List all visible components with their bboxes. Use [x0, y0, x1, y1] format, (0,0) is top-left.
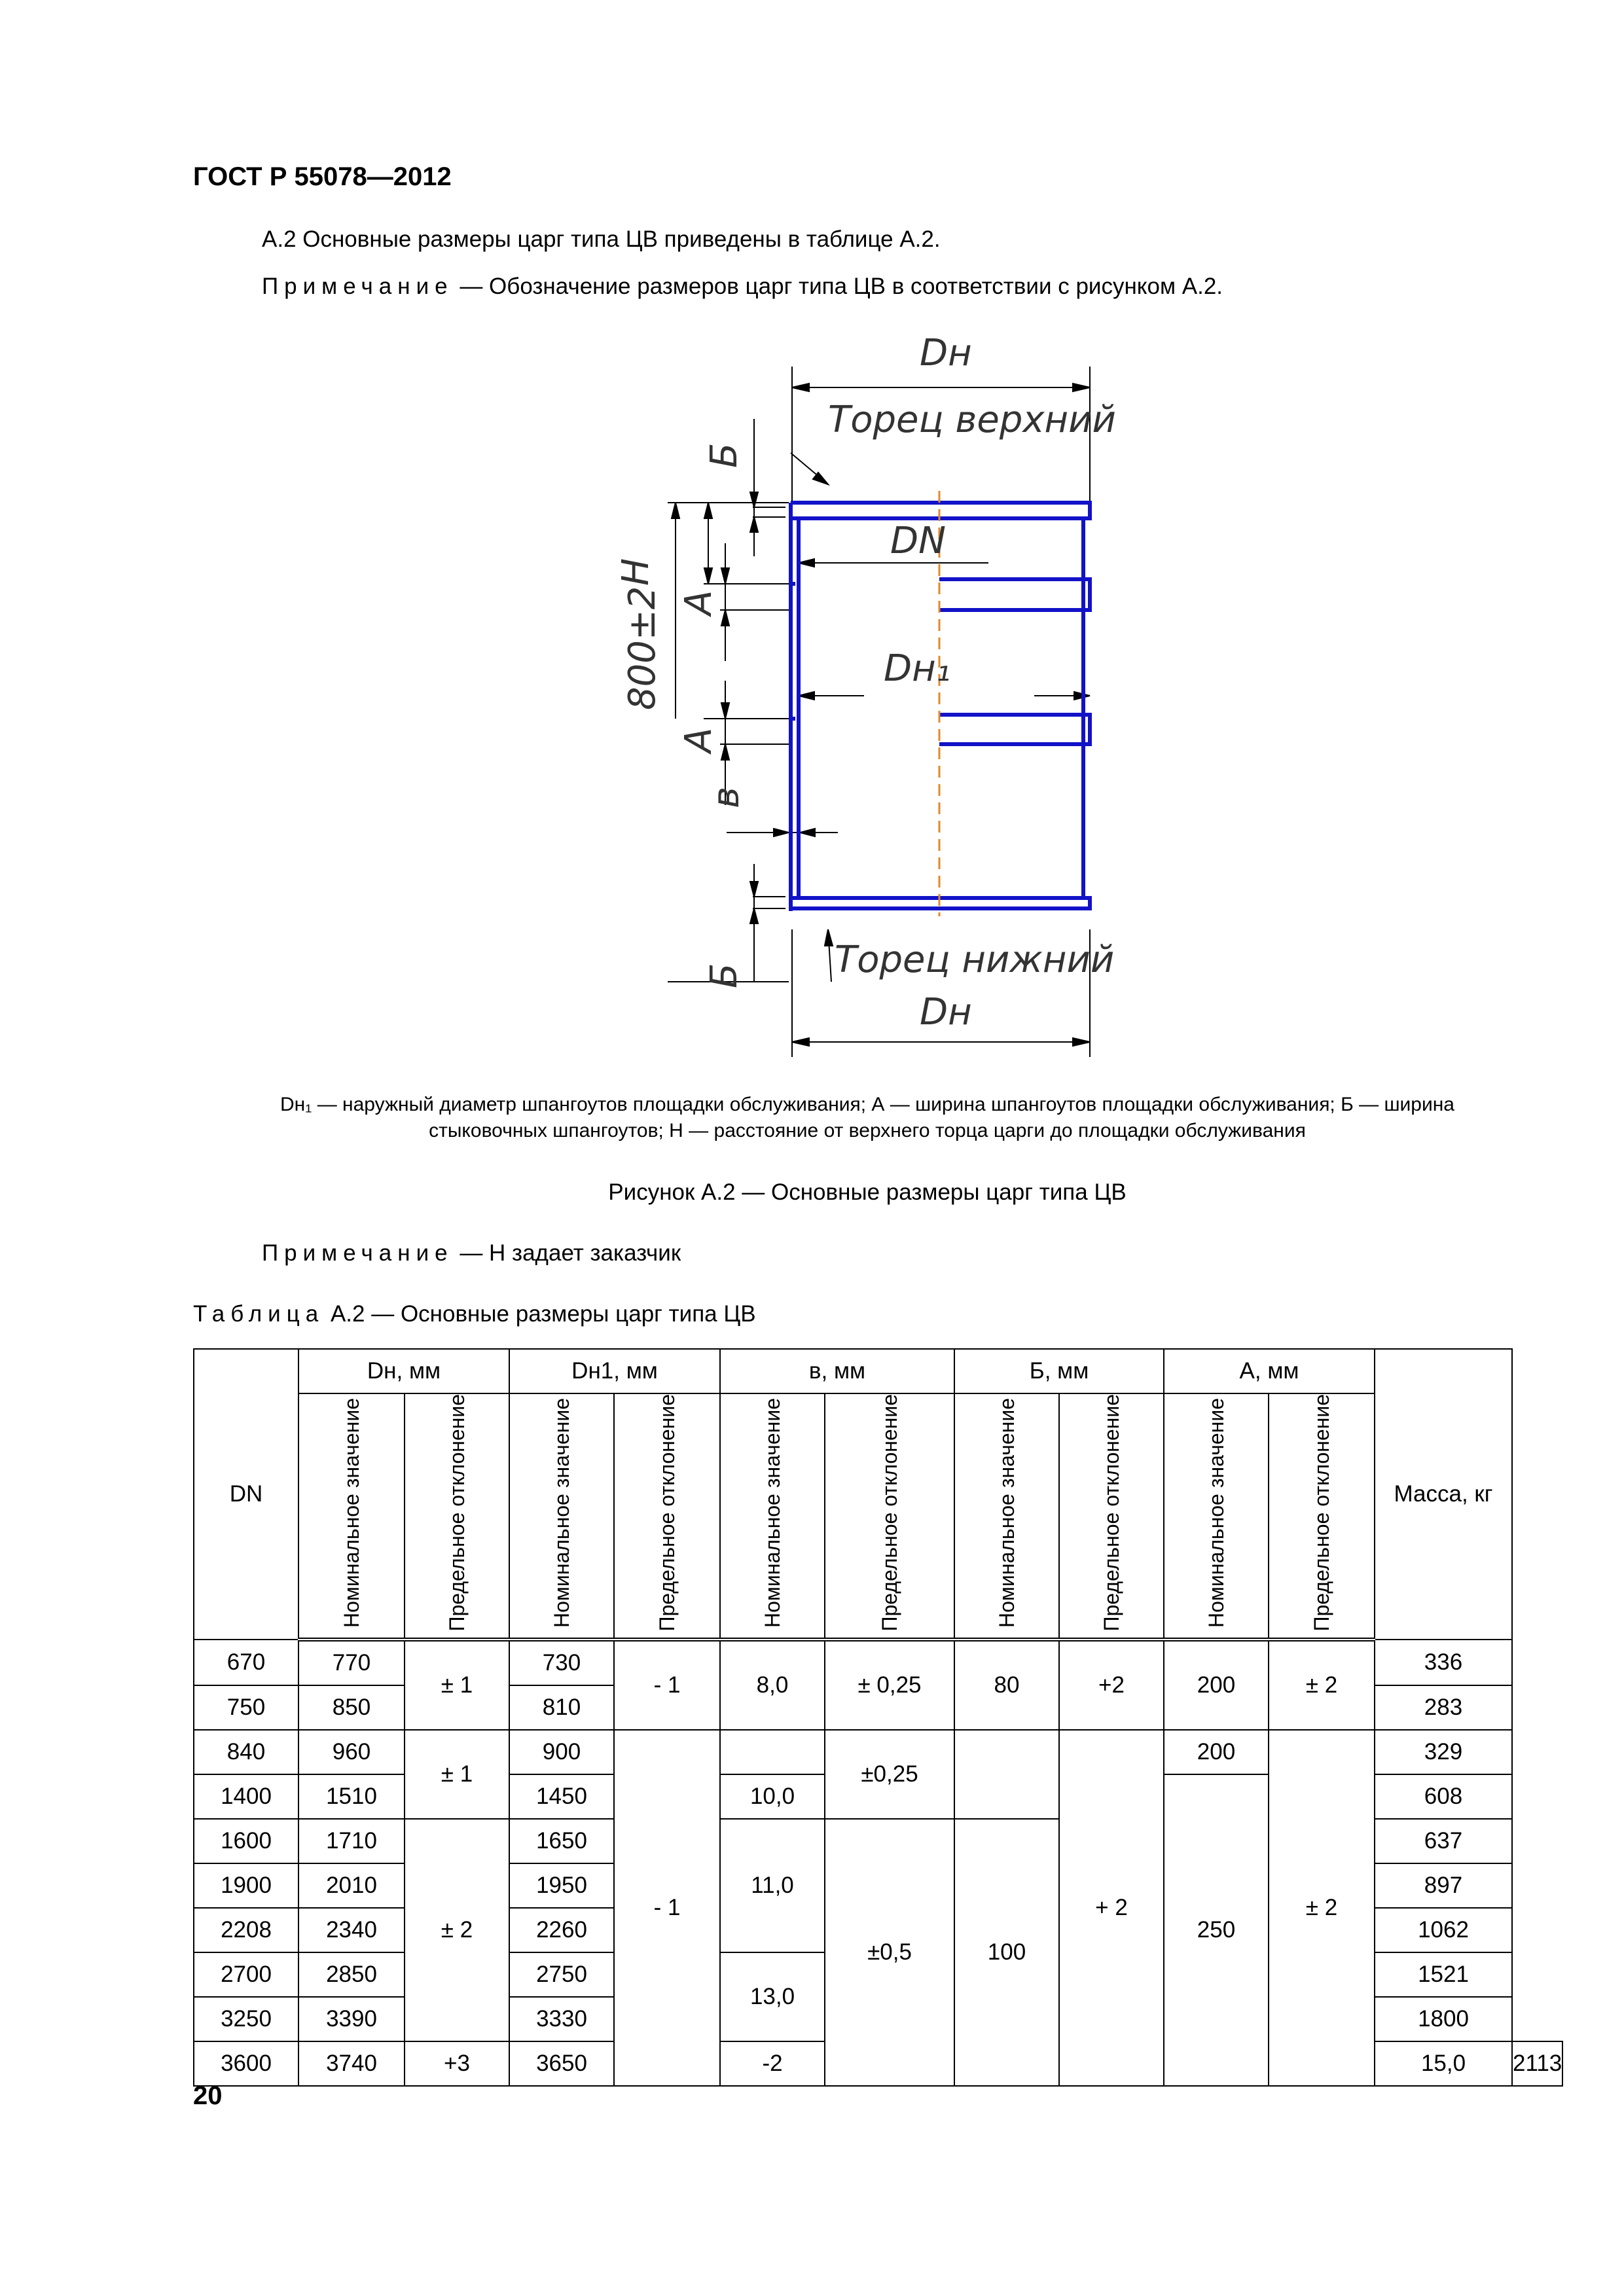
header-nominal: Номинальное значение — [1204, 1397, 1228, 1628]
cell-v-dev: ±0,25 — [825, 1730, 954, 1819]
cell-dn: 1400 — [194, 1774, 298, 1819]
cell-v-nom: 13,0 — [720, 1952, 825, 2041]
cell-b-nom: 100 — [954, 1819, 1059, 2086]
cell-dh-dev: ± 2 — [405, 1819, 509, 2041]
cell-dn: 3250 — [194, 1997, 298, 2041]
cell-mass: 329 — [1375, 1730, 1512, 1774]
cell-mass: 637 — [1375, 1819, 1512, 1863]
figure-legend — [193, 1092, 1542, 1144]
cell-dh: 850 — [298, 1685, 405, 1730]
cell-dh1: 3650 — [509, 2041, 614, 2086]
cell-v-dev: ±0,5 — [825, 1819, 954, 2086]
header-dh1: Dн1, мм — [509, 1349, 720, 1393]
header-deviation: Предельное отклонение — [1100, 1394, 1123, 1632]
cell-dh1: 810 — [509, 1685, 614, 1730]
cell-v-nom: 11,0 — [720, 1819, 825, 1952]
cell-dh1-dev: -2 — [720, 2041, 825, 2086]
header-mass: Масса, кг — [1375, 1349, 1512, 1640]
shell-drawing — [563, 327, 1119, 1067]
note-1-label: Примечание — [262, 274, 454, 299]
cell-dh: 2010 — [298, 1863, 405, 1908]
cell-v-nom: 10,0 — [720, 1774, 825, 1819]
header-deviation: Предельное отклонение — [655, 1394, 679, 1632]
label-v: в — [705, 786, 748, 808]
label-h: H — [615, 558, 657, 586]
cell-dh: 1510 — [298, 1774, 405, 1819]
cell-v-nom: 8,0 — [720, 1640, 825, 1730]
label-a-upper: А — [677, 590, 720, 615]
table-header-row-1 — [194, 1349, 1562, 1393]
cell-dh1-dev: - 1 — [614, 1640, 720, 1730]
cell-dh-dev: ± 1 — [405, 1730, 509, 1819]
label-b-bottom: Б — [703, 963, 746, 988]
cell-dn: 2208 — [194, 1908, 298, 1952]
document-code: ГОСТ Р 55078—2012 — [193, 162, 452, 191]
table-title — [193, 1301, 756, 1327]
cell-dh1: 2260 — [509, 1908, 614, 1952]
cell-dh: 3740 — [298, 2041, 405, 2086]
cell-a-nom: 200 — [1164, 1730, 1269, 1774]
cell-dh1: 1950 — [509, 1863, 614, 1908]
note-1-text: — Обозначение размеров царг типа ЦВ в соответствии с рисунком А.2. — [453, 274, 1223, 299]
cell-dn: 3600 — [194, 2041, 298, 2086]
header-deviation: Предельное отклонение — [1310, 1394, 1333, 1632]
header-a: А, мм — [1164, 1349, 1375, 1393]
header-nominal: Номинальное значение — [995, 1397, 1019, 1628]
cell-dn: 1900 — [194, 1863, 298, 1908]
cell-b-nom: 80 — [954, 1640, 1059, 1730]
label-top-face: Торец верхний — [828, 399, 1116, 441]
cell-dh-dev: +3 — [405, 2041, 509, 2086]
header-nominal: Номинальное значение — [550, 1397, 573, 1628]
intro-line: А.2 Основные размеры царг типа ЦВ приведены в таблице А.2. — [262, 226, 941, 252]
cell-a-nom: 200 — [1164, 1640, 1269, 1730]
label-dn-bottom: Dн — [920, 991, 972, 1033]
cell-mass: 1800 — [1375, 1997, 1512, 2041]
note-2-label: Примечание — [262, 1240, 454, 1266]
cell-dn: 840 — [194, 1730, 298, 1774]
label-dn: DN — [890, 520, 947, 562]
label-dn1: Dн₁ — [884, 647, 951, 690]
table-row — [194, 1730, 1562, 1774]
cell-dh1: 1650 — [509, 1819, 614, 1863]
header-nominal: Номинальное значение — [340, 1397, 363, 1628]
cell-mass: 2113 — [1512, 2041, 1562, 2086]
header-deviation: Предельное отклонение — [878, 1394, 901, 1632]
header-nominal: Номинальное значение — [761, 1397, 784, 1628]
header-v: в, мм — [720, 1349, 954, 1393]
header-b: Б, мм — [954, 1349, 1164, 1393]
cell-v-nom: 15,0 — [1375, 2041, 1512, 2086]
table-header-row-2 — [194, 1393, 1562, 1640]
legend-line-2: стыковочных шпангоутов; Н — расстояние от верхнего торца царги до площадки обслуживания — [429, 1120, 1306, 1141]
cell-dh: 3390 — [298, 1997, 405, 2041]
cell-dh1: 730 — [509, 1640, 614, 1685]
table-title-label: Таблица — [193, 1301, 325, 1327]
header-deviation: Предельное отклонение — [445, 1394, 469, 1632]
cell-mass: 336 — [1375, 1640, 1512, 1685]
cell-mass: 1062 — [1375, 1908, 1512, 1952]
table-row — [194, 1640, 1562, 1685]
cell-v-nom-empty — [720, 1730, 825, 1774]
cell-dh: 960 — [298, 1730, 405, 1774]
figure-caption: Рисунок А.2 — Основные размеры царг типа ЦВ — [608, 1179, 1127, 1205]
cell-dh1: 3330 — [509, 1997, 614, 2041]
label-dn-top: Dн — [920, 332, 972, 374]
cell-dh-dev: ± 1 — [405, 1640, 509, 1730]
note-2-text: — Н задает заказчик — [453, 1240, 681, 1266]
cell-dn: 2700 — [194, 1952, 298, 1997]
cell-dh1: 900 — [509, 1730, 614, 1774]
dimensions-table — [193, 1348, 1563, 2087]
note-2 — [262, 1240, 681, 1266]
cell-dh1-dev: - 1 — [614, 1730, 720, 2086]
table-title-text: А.2 — Основные размеры царг типа ЦВ — [324, 1301, 756, 1327]
cell-dn: 1600 — [194, 1819, 298, 1863]
cell-mass: 897 — [1375, 1863, 1512, 1908]
cell-dh: 2850 — [298, 1952, 405, 1997]
cell-dn: 750 — [194, 1685, 298, 1730]
note-1 — [262, 274, 1223, 300]
cell-b-dev: + 2 — [1059, 1730, 1164, 2086]
cell-a-dev: ± 2 — [1269, 1730, 1375, 2086]
cell-dn: 670 — [194, 1640, 298, 1685]
header-dh: Dн, мм — [298, 1349, 509, 1393]
cell-mass: 608 — [1375, 1774, 1512, 1819]
cell-dh: 770 — [298, 1640, 405, 1685]
cell-b-nom-empty — [954, 1730, 1059, 1819]
cell-dh: 2340 — [298, 1908, 405, 1952]
label-b-top: Б — [703, 442, 746, 468]
label-total-height: 800±2 — [621, 586, 664, 710]
label-bottom-face: Торец нижний — [835, 939, 1115, 981]
cell-a-nom: 250 — [1164, 1774, 1269, 2086]
page-number: 20 — [193, 2081, 223, 2110]
cell-b-dev: +2 — [1059, 1640, 1164, 1730]
cell-dh: 1710 — [298, 1819, 405, 1863]
cell-dh1: 2750 — [509, 1952, 614, 1997]
label-a-lower: А — [677, 727, 720, 753]
legend-line-1: Dн₁ — наружный диаметр шпангоутов площадки обслуживания; А — ширина шпангоутов площадки обслуживания; Б — ширина — [280, 1094, 1454, 1115]
cell-dh1: 1450 — [509, 1774, 614, 1819]
cell-mass: 283 — [1375, 1685, 1512, 1730]
cell-mass: 1521 — [1375, 1952, 1512, 1997]
cell-v-dev: ± 0,25 — [825, 1640, 954, 1730]
header-dn: DN — [194, 1349, 298, 1640]
cell-a-dev: ± 2 — [1269, 1640, 1375, 1730]
